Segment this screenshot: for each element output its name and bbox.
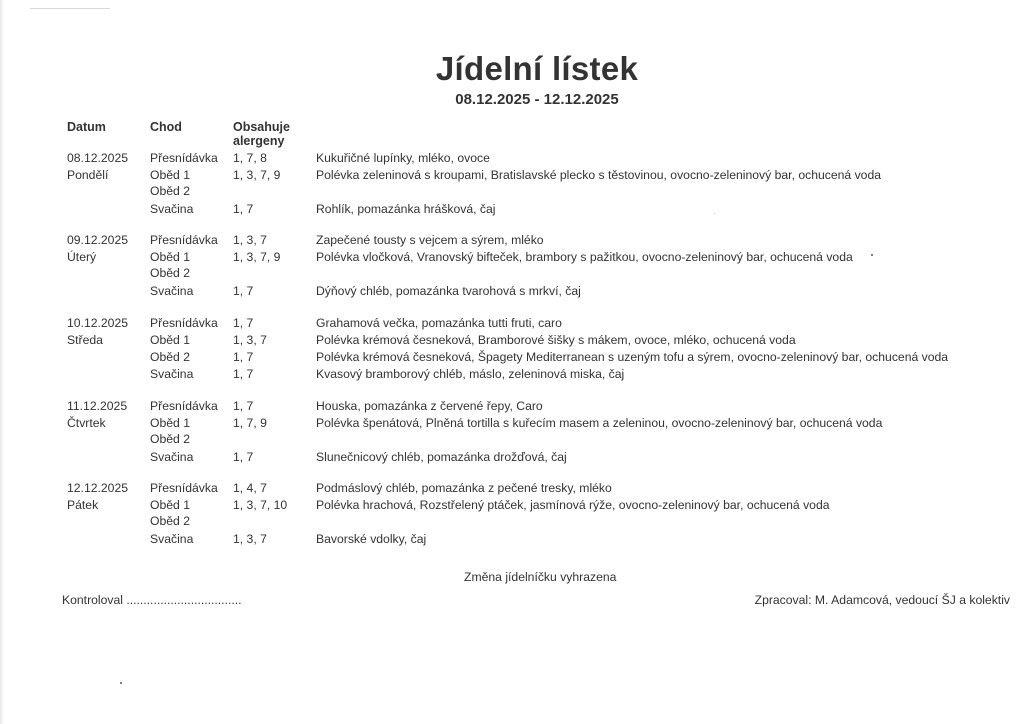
meal-description: Kvasový bramborový chléb, máslo, zeleninová miska, čaj bbox=[316, 367, 625, 381]
day-weekday: Pátek bbox=[67, 498, 99, 512]
meal-description: Polévka zeleninová s kroupami, Bratislavské plecko s těstovinou, ovocno-zeleninový bar, ochucená voda bbox=[316, 168, 882, 182]
allergens: 1, 7, 9 bbox=[233, 416, 267, 430]
meal-description: Polévka krémová česneková, Bramborové šišky s mákem, ovoce, mléko, ochucená voda bbox=[316, 333, 796, 347]
meal-description: Grahamová večka, pomazánka tutti fruti, caro bbox=[316, 316, 562, 330]
course-name: Oběd 1 bbox=[150, 250, 190, 264]
meal-description: Rohlík, pomazánka hrášková, čaj bbox=[316, 202, 496, 216]
meal-description: Dýňový chléb, pomazánka tvarohová s mrkví, čaj bbox=[316, 284, 581, 298]
meal-description: Houska, pomazánka z červené řepy, Caro bbox=[316, 399, 543, 413]
course-name: Svačina bbox=[150, 532, 194, 546]
allergens: 1, 4, 7 bbox=[233, 481, 267, 495]
header-allergens-1: Obsahuje bbox=[233, 120, 290, 134]
meal-description: Polévka krémová česneková, Špagety Mediterranean s uzeným tofu a sýrem, ovocno-zeleninový bar, ochucená voda bbox=[316, 350, 949, 364]
allergens: 1, 3, 7 bbox=[233, 233, 267, 247]
meal-description: Zapečené tousty s vejcem a sýrem, mléko bbox=[316, 233, 544, 247]
allergens: 1, 7 bbox=[233, 350, 254, 364]
course-name: Přesnídávka bbox=[150, 151, 218, 165]
checked-by: Kontroloval .................................. bbox=[62, 593, 242, 607]
course-name: Svačina bbox=[150, 450, 194, 464]
prepared-by: Zpracoval: M. Adamcová, vedoucí ŠJ a kolektiv bbox=[754, 593, 1010, 607]
course-name: Oběd 2 bbox=[150, 432, 190, 446]
course-name: Oběd 2 bbox=[150, 350, 190, 364]
menu-change-note: Změna jídelníčku vyhrazena bbox=[464, 570, 617, 584]
day-date: 10.12.2025 bbox=[67, 316, 128, 330]
course-name: Oběd 1 bbox=[150, 333, 190, 347]
scan-edge bbox=[0, 0, 4, 724]
allergens: 1, 7, 8 bbox=[233, 151, 267, 165]
scan-speck bbox=[714, 213, 715, 214]
allergens: 1, 7 bbox=[233, 399, 254, 413]
day-date: 09.12.2025 bbox=[67, 233, 128, 247]
allergens: 1, 3, 7 bbox=[233, 333, 267, 347]
meal-description: Polévka hrachová, Rozstřelený ptáček, jasmínová rýže, ovocno-zeleninový bar, ochucená voda bbox=[316, 498, 830, 512]
course-name: Oběd 1 bbox=[150, 416, 190, 430]
meal-description: Kukuřičné lupínky, mléko, ovoce bbox=[316, 151, 490, 165]
header-date: Datum bbox=[67, 120, 106, 134]
allergens: 1, 3, 7, 10 bbox=[233, 498, 288, 512]
course-name: Přesnídávka bbox=[150, 481, 218, 495]
day-date: 12.12.2025 bbox=[67, 481, 128, 495]
day-weekday: Středa bbox=[67, 333, 103, 347]
course-name: Přesnídávka bbox=[150, 316, 218, 330]
meal-description: Polévka špenátová, Plněná tortilla s kuřecím masem a zeleninou, ovocno-zeleninový bar, ochucená voda bbox=[316, 416, 883, 430]
course-name: Svačina bbox=[150, 202, 194, 216]
course-name: Oběd 2 bbox=[150, 514, 190, 528]
date-range: 08.12.2025 - 12.12.2025 bbox=[455, 91, 619, 108]
day-weekday: Čtvrtek bbox=[67, 416, 106, 430]
allergens: 1, 7 bbox=[233, 284, 254, 298]
meal-description: Polévka vločková, Vranovský bifteček, brambory s pažitkou, ovocno-zeleninový bar, ochucená voda bbox=[316, 250, 853, 264]
header-course: Chod bbox=[150, 120, 182, 134]
header-allergens-2: alergeny bbox=[233, 134, 285, 148]
meal-description: Slunečnicový chléb, pomazánka drožďová, čaj bbox=[316, 450, 567, 464]
day-date: 11.12.2025 bbox=[67, 399, 128, 413]
allergens: 1, 3, 7, 9 bbox=[233, 250, 281, 264]
course-name: Oběd 1 bbox=[150, 168, 190, 182]
allergens: 1, 7 bbox=[233, 316, 254, 330]
day-weekday: Pondělí bbox=[67, 168, 109, 182]
scan-mark bbox=[30, 8, 110, 9]
allergens: 1, 7 bbox=[233, 367, 254, 381]
course-name: Oběd 1 bbox=[150, 498, 190, 512]
allergens: 1, 3, 7, 9 bbox=[233, 168, 281, 182]
page-title: Jídelní lístek bbox=[435, 50, 639, 87]
allergens: 1, 7 bbox=[233, 202, 254, 216]
allergens: 1, 3, 7 bbox=[233, 532, 267, 546]
meal-description: Podmáslový chléb, pomazánka z pečené tresky, mléko bbox=[316, 481, 612, 495]
course-name: Svačina bbox=[150, 284, 194, 298]
course-name: Přesnídávka bbox=[150, 233, 218, 247]
day-weekday: Úterý bbox=[67, 250, 97, 264]
course-name: Přesnídávka bbox=[150, 399, 218, 413]
day-date: 08.12.2025 bbox=[67, 151, 128, 165]
scan-speck bbox=[871, 254, 873, 256]
course-name: Svačina bbox=[150, 367, 194, 381]
meal-description: Bavorské vdolky, čaj bbox=[316, 532, 427, 546]
course-name: Oběd 2 bbox=[150, 184, 190, 198]
scan-speck bbox=[120, 682, 122, 684]
allergens: 1, 7 bbox=[233, 450, 254, 464]
course-name: Oběd 2 bbox=[150, 266, 190, 280]
